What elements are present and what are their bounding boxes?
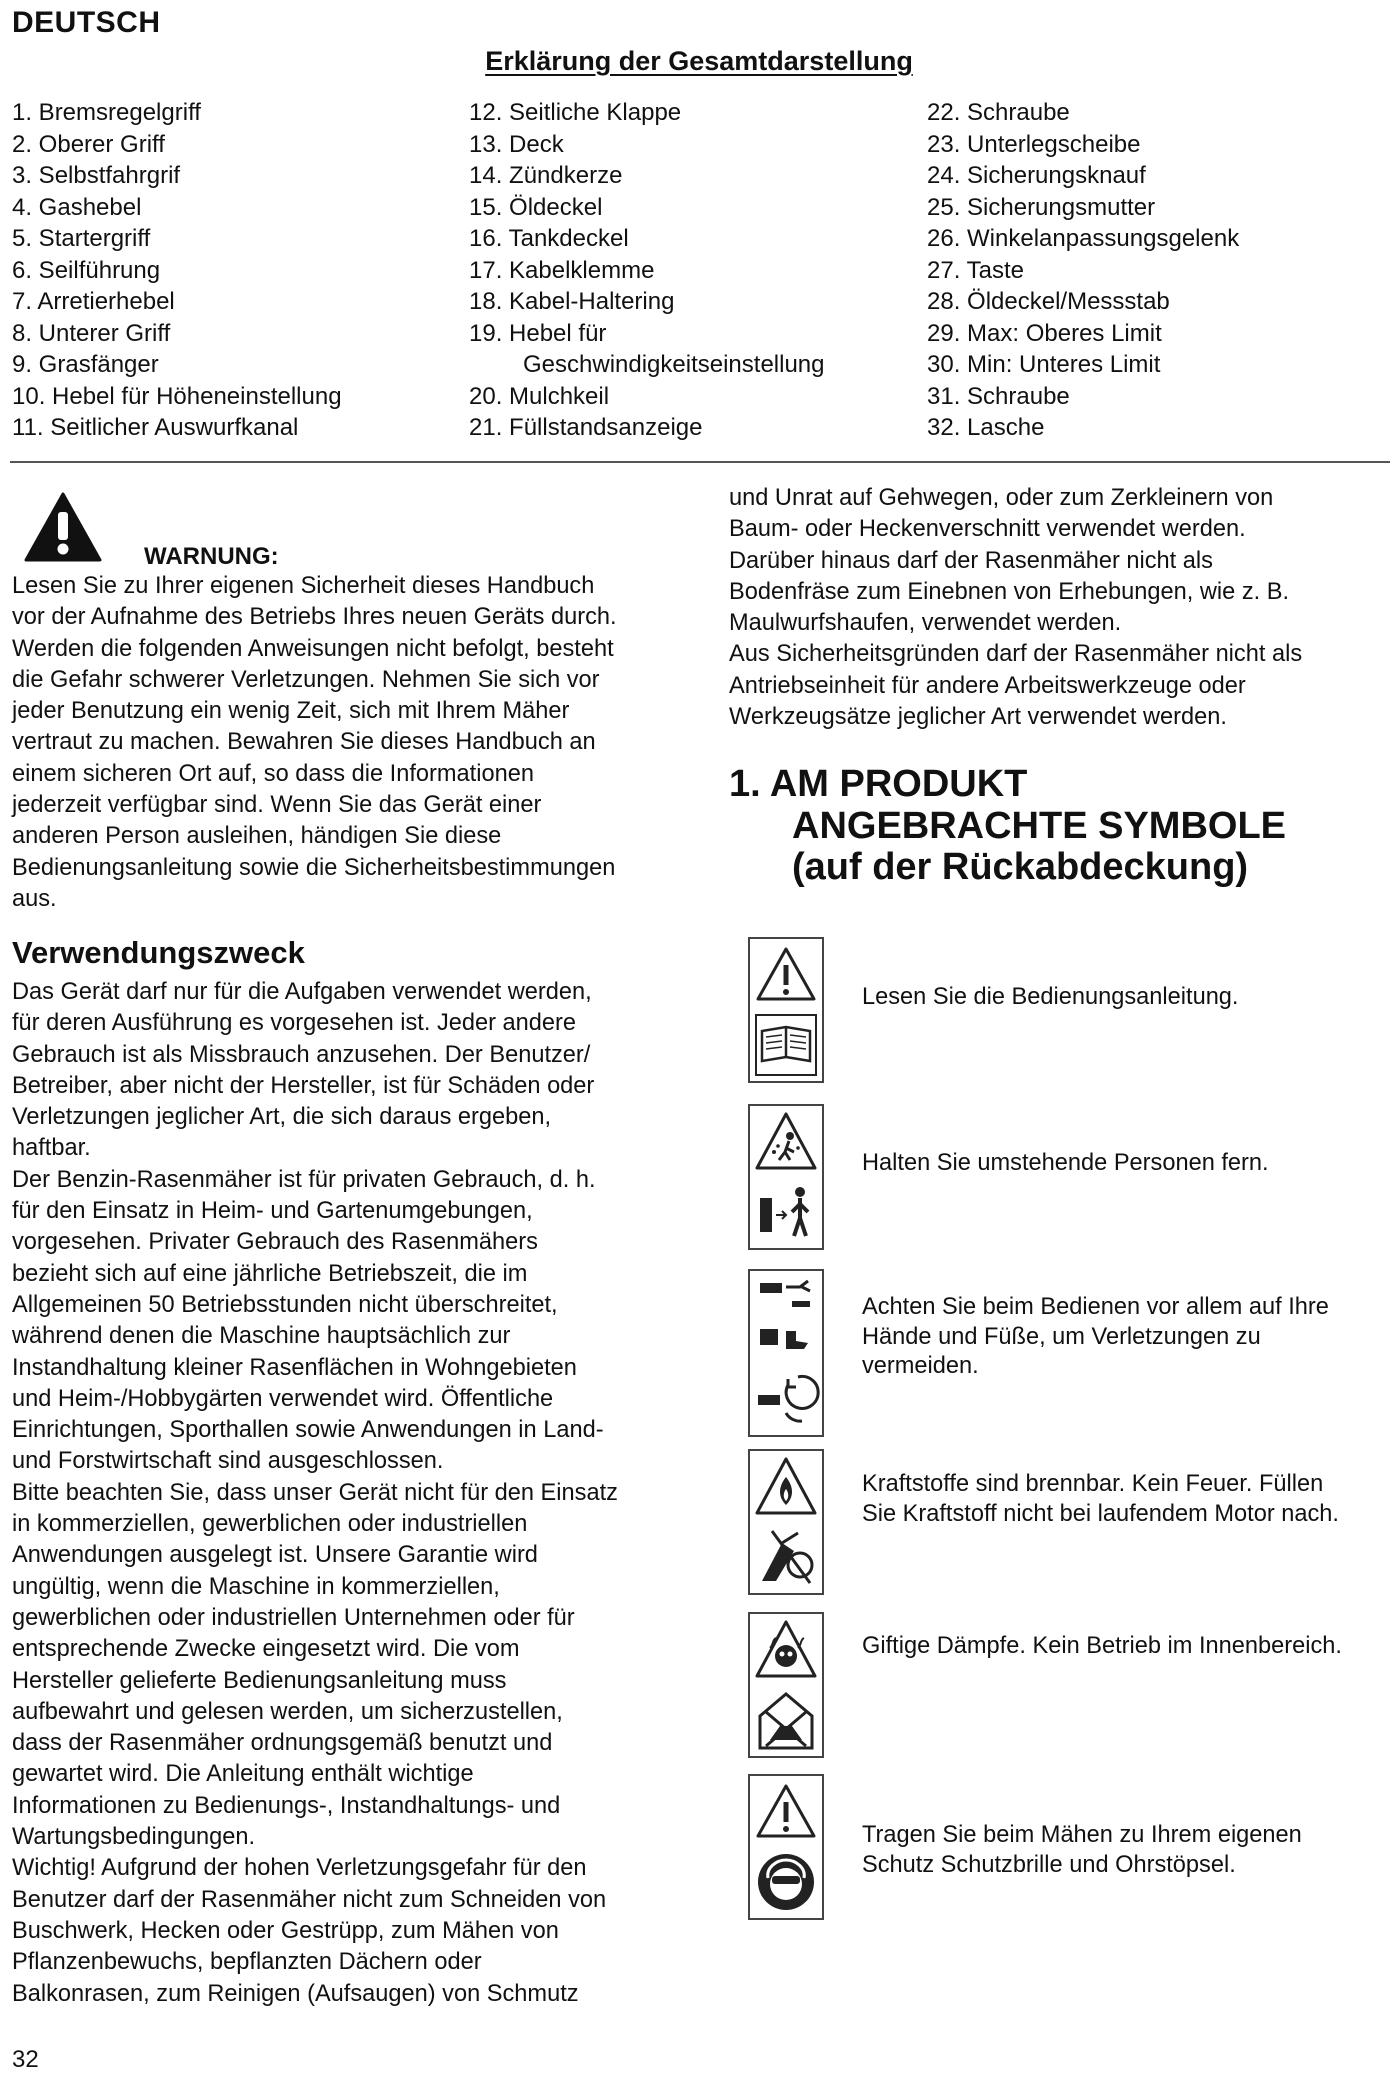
symbol-description: [862, 1149, 1398, 1179]
text-line: dass der Rasenmäher ordnungsgemäß benutzt und: [12, 1730, 553, 1757]
text-line: entsprechende Zwecke eingesetzt wird. Die vom: [12, 1636, 520, 1663]
text-line: Anwendungen ausgelegt ist. Unsere Garantie wird: [12, 1542, 538, 1569]
text-line: Bitte beachten Sie, dass unser Gerät nicht für den Einsatz: [12, 1479, 618, 1506]
text-line: Antriebseinheit für andere Arbeitswerkzeuge oder: [729, 672, 1246, 699]
legend-item: 21. Füllstandsanzeige: [469, 414, 703, 441]
text-line: bezieht sich auf eine jährliche Betriebszeit, die im: [12, 1260, 528, 1287]
text-line: einem sicheren Ort auf, so dass die Informationen: [12, 760, 534, 787]
text-line: jeder Benutzung ein wenig Zeit, sich mit Ihrem Mäher: [12, 698, 570, 725]
text-line: Das Gerät darf nur für die Aufgaben verwendet werden,: [12, 979, 592, 1005]
legend-item: 15. Öldeckel: [469, 193, 603, 221]
text-line: Hersteller gelieferte Bedienungsanleitung muss: [12, 1667, 507, 1694]
symbol-description: [862, 1470, 1398, 1529]
text-line: Hände und Füße, um Verletzungen zu: [862, 1323, 1261, 1350]
symbol-group-bystanders: [748, 1104, 824, 1250]
text-line: und Heim-/Hobbygärten verwendet wird. Öffentliche: [12, 1385, 554, 1412]
text-line: Sie Kraftstoff nicht bei laufendem Motor nach.: [862, 1500, 1339, 1527]
legend-item: 13. Deck: [469, 130, 564, 158]
text-line: Instandhaltung kleiner Rasenflächen in Wohngebieten: [12, 1354, 577, 1381]
hand-blade-icon: [752, 1273, 820, 1317]
text-line: gewerblichen oder industriellen Unternehmen oder für: [12, 1604, 575, 1631]
text-line: aufbewahrt und gelesen werden, um sicherzustellen,: [12, 1698, 563, 1725]
section-heading-line: 1. AM PRODUKT: [729, 763, 1028, 805]
text-line: Einrichtungen, Sporthallen sowie Anwendungen in Land-: [12, 1417, 604, 1444]
legend-item: 8. Unterer Griff: [12, 319, 171, 347]
divider: [10, 461, 1390, 463]
text-line: Allgemeinen 50 Betriebsstunden nicht überschreitet,: [12, 1291, 558, 1318]
symbol-description: [862, 1293, 1398, 1382]
warning-label: WARNUNG:: [144, 543, 279, 570]
section-heading-line: ANGEBRACHTE SYMBOLE: [792, 804, 1287, 847]
legend-item: 26. Winkelanpassungsgelenk: [927, 225, 1240, 252]
warning-text: [12, 571, 672, 915]
ear-eye-protection-icon: [752, 1848, 820, 1916]
purpose-text: [12, 977, 672, 2010]
symbol-description: [862, 983, 1398, 1013]
text-line: Verletzungen jeglicher Art, die sich daraus ergeben,: [12, 1104, 552, 1131]
legend-column-1: [12, 97, 342, 444]
text-line: Kraftstoffe sind brennbar. Kein Feuer. Füllen: [862, 1471, 1324, 1497]
legend-item: 1. Bremsregelgriff: [12, 99, 201, 126]
legend-item: 11. Seitlicher Auswurfkanal: [12, 414, 299, 441]
legend-item: 27. Taste: [927, 256, 1024, 284]
legend-item: 16. Tankdeckel: [469, 225, 629, 252]
warning-icon: [24, 492, 102, 562]
legend-item: 32. Lasche: [927, 414, 1045, 441]
text-line: Buschwerk, Hecken oder Gestrüpp, zum Mähen von: [12, 1917, 559, 1944]
text-line: ungültig, wenn die Maschine in kommerziellen,: [12, 1573, 500, 1600]
text-line: vorgesehen. Privater Gebrauch des Rasenmähers: [12, 1229, 538, 1256]
legend-item: 22. Schraube: [927, 99, 1070, 126]
legend-item: 12. Seitliche Klappe: [469, 99, 682, 126]
text-line: Halten Sie umstehende Personen fern.: [862, 1150, 1269, 1176]
keep-distance-icon: [752, 1178, 820, 1246]
text-line: Lesen Sie die Bedienungsanleitung.: [862, 984, 1239, 1010]
page-number: 32: [12, 2046, 39, 2073]
text-line: Bodenfräse zum Einebnen von Erhebungen, wie z. B.: [729, 578, 1290, 605]
text-line: vermeiden.: [862, 1353, 979, 1379]
legend-column-3: [927, 97, 1239, 444]
text-line: und Forstwirtschaft sind ausgeschlossen.: [12, 1448, 444, 1475]
legend-item: 28. Öldeckel/Messstab: [927, 288, 1170, 315]
text-line: Tragen Sie beim Mähen zu Ihrem eigenen: [862, 1822, 1302, 1848]
text-line: Benutzer darf der Rasenmäher nicht zum Schneiden von: [12, 1886, 607, 1913]
text-line: für deren Ausführung es vorgesehen ist. Jeder andere: [12, 1010, 576, 1037]
section-heading: [729, 764, 1286, 889]
symbol-group-fumes: [748, 1612, 824, 1758]
text-line: Wichtig! Aufgrund der hohen Verletzungsgefahr für den: [12, 1855, 587, 1882]
section-heading-line: (auf der Rückabdeckung): [792, 846, 1249, 888]
language-label: DEUTSCH: [12, 6, 161, 39]
thrown-objects-icon: [752, 1108, 820, 1176]
text-line: Informationen zu Bedienungs-, Instandhaltungs- und: [12, 1792, 561, 1819]
text-line: für den Einsatz in Heim- und Gartenumgebungen,: [12, 1198, 533, 1225]
text-line: jederzeit verfügbar sind. Wenn Sie das Gerät einer: [12, 792, 542, 819]
rotating-blade-icon: [752, 1365, 820, 1433]
text-line: aus.: [12, 885, 57, 912]
no-refuel-icon: [752, 1523, 820, 1591]
symbol-group-hands-feet: [748, 1269, 824, 1437]
legend-item: 17. Kabelklemme: [469, 256, 655, 284]
text-line: Aus Sicherheitsgründen darf der Rasenmäher nicht als: [729, 641, 1303, 668]
legend-item: 23. Unterlegscheibe: [927, 130, 1141, 158]
legend-item: 19. Hebel für: [469, 319, 607, 347]
text-line: anderen Person ausleihen, händigen Sie diese: [12, 823, 502, 850]
text-line: Pflanzenbewuchs, bepflanzten Dächern oder: [12, 1949, 482, 1976]
legend-item: 7. Arretierhebel: [12, 288, 175, 315]
legend-item: 9. Grasfänger: [12, 351, 159, 378]
symbol-group-read-manual: [748, 937, 824, 1083]
text-line: Der Benzin-Rasenmäher ist für privaten Gebrauch, d. h.: [12, 1166, 596, 1193]
text-line: gewartet wird. Die Anleitung enthält wichtige: [12, 1761, 474, 1788]
text-line: Maulwurfshaufen, verwendet werden.: [729, 610, 1122, 637]
legend-item: 24. Sicherungsknauf: [927, 162, 1146, 189]
text-line: haftbar.: [12, 1135, 91, 1162]
text-line: Schutz Schutzbrille und Ohrstöpsel.: [862, 1851, 1236, 1878]
no-indoor-icon: [752, 1686, 820, 1754]
text-line: Betreiber, aber nicht der Hersteller, ist für Schäden oder: [12, 1072, 595, 1099]
legend-item: 31. Schraube: [927, 382, 1070, 410]
legend-item: 25. Sicherungsmutter: [927, 193, 1156, 221]
text-line: Bedienungsanleitung sowie die Sicherheitsbestimmungen: [12, 854, 616, 881]
legend-item: 30. Min: Unteres Limit: [927, 351, 1161, 378]
text-line: in kommerziellen, gewerblichen oder industriellen: [12, 1511, 528, 1538]
legend-item: 6. Seilführung: [12, 256, 161, 284]
text-line: Achten Sie beim Bedienen vor allem auf Ihre: [862, 1294, 1329, 1320]
text-line: während denen die Maschine hauptsächlich zur: [12, 1323, 511, 1350]
legend-item: 3. Selbstfahrgrif: [12, 162, 181, 189]
legend-item: 5. Startergriff: [12, 225, 151, 252]
legend-item: 14. Zündkerze: [469, 162, 623, 189]
legend-title: Erklärung der Gesamtdarstellung: [485, 46, 913, 76]
text-line: Wartungsbedingungen.: [12, 1824, 256, 1851]
legend-item: 2. Oberer Griff: [12, 130, 165, 158]
foot-blade-icon: [752, 1319, 820, 1363]
text-line: Lesen Sie zu Ihrer eigenen Sicherheit dieses Handbuch: [12, 573, 595, 599]
flammable-icon: [752, 1453, 820, 1521]
text-line: Balkonrasen, zum Reinigen (Aufsaugen) von Schmutz: [12, 1980, 579, 2007]
text-line: Werkzeugsätze jeglicher Art verwendet werden.: [729, 704, 1227, 731]
symbol-group-fuel: [748, 1449, 824, 1595]
text-line: Baum- oder Heckenverschnitt verwendet werden.: [729, 516, 1246, 543]
warning-triangle-icon: [752, 941, 820, 1009]
text-line: Darüber hinaus darf der Rasenmäher nicht als: [729, 547, 1213, 574]
text-line: und Unrat auf Gehwegen, oder zum Zerkleinern von: [729, 485, 1274, 511]
text-line: Gebrauch ist als Missbrauch anzusehen. Der Benutzer/: [12, 1041, 591, 1068]
text-line: Werden die folgenden Anweisungen nicht befolgt, besteht: [12, 635, 614, 662]
legend-item: 20. Mulchkeil: [469, 382, 610, 410]
book-icon: [752, 1011, 820, 1079]
text-line: vor der Aufnahme des Betriebs Ihres neuen Geräts durch.: [12, 604, 617, 631]
warning-triangle-icon: [752, 1778, 820, 1846]
continued-text: [729, 483, 1369, 733]
legend-item: 10. Hebel für Höheneinstellung: [12, 382, 342, 410]
legend-item: 29. Max: Oberes Limit: [927, 319, 1162, 347]
symbol-group-protection: [748, 1774, 824, 1920]
legend-item: 18. Kabel-Haltering: [469, 288, 675, 315]
purpose-heading: Verwendungszweck: [12, 935, 305, 970]
toxic-fumes-icon: [752, 1616, 820, 1684]
text-line: vertraut zu machen. Bewahren Sie dieses Handbuch an: [12, 729, 596, 756]
legend-item: Geschwindigkeitseinstellung: [523, 351, 825, 378]
legend-column-2: [469, 97, 825, 444]
text-line: die Gefahr schwerer Verletzungen. Nehmen Sie sich vor: [12, 666, 600, 693]
legend-item: 4. Gashebel: [12, 193, 142, 221]
text-line: Giftige Dämpfe. Kein Betrieb im Innenbereich.: [862, 1633, 1342, 1659]
symbol-description: [862, 1821, 1398, 1880]
symbol-description: [862, 1632, 1398, 1662]
